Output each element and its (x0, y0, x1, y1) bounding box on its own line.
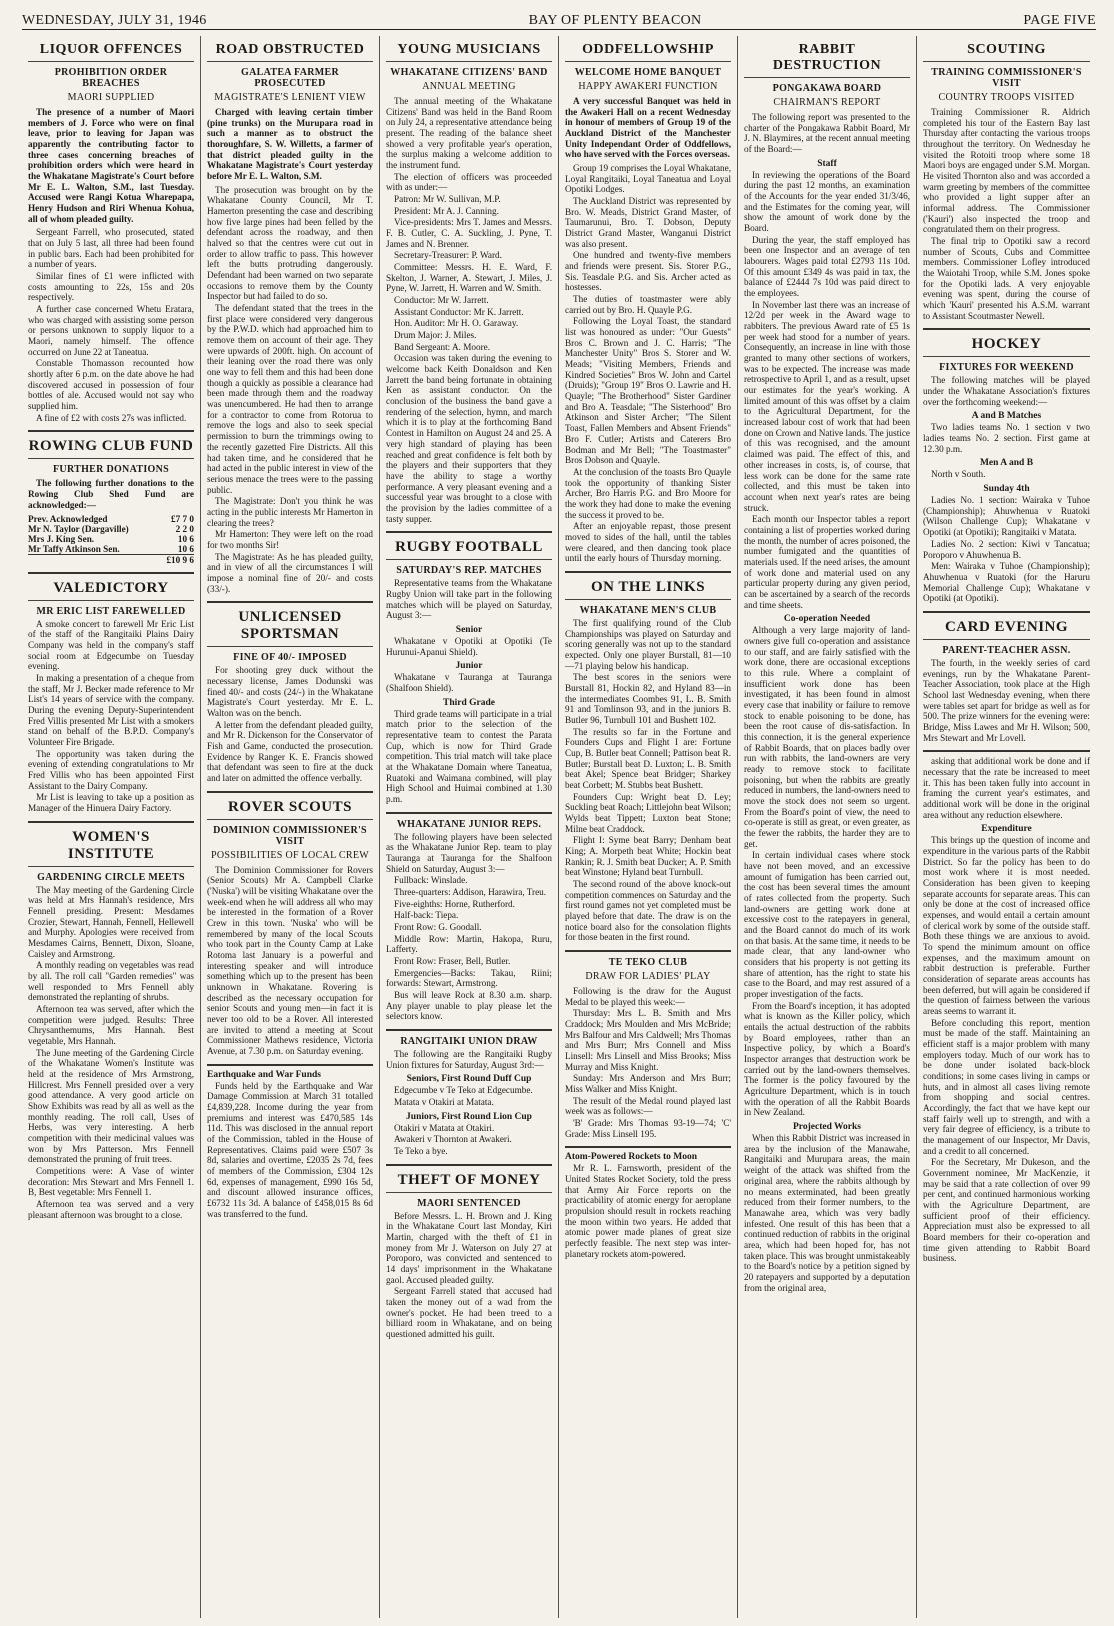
subheadline: WHAKATANE MEN'S CLUB (579, 604, 717, 616)
section-heading: Junior (455, 661, 483, 672)
paragraph: Half-back: Tiepa. (394, 910, 459, 921)
article-rowing-club-fund (28, 438, 194, 564)
paragraph: North v South. (931, 469, 986, 480)
headline: ON THE LINKS (565, 579, 731, 600)
paragraph: Assistant Conductor: Mr K. Jarrett. (394, 306, 524, 317)
paragraph: Similar fines of £1 were inflicted with costs amounting to 22s, 15s and 20s respectively. (28, 271, 194, 303)
donation-total: £10 9 6 (158, 554, 194, 565)
paragraph: Thursday: Mrs L. B. Smith and Mrs Craddock; Mrs Moulden and Mrs McBride; Mrs Balfour and Mrs Caldwell; Mrs Thomas and Mrs Burr; Mrs Connell and Miss Linsell: Mrs Linsell and Miss Brooks; Miss Murray and Miss Knight. (565, 1008, 731, 1072)
paragraph: For the Secretary, Mr Dukeson, and the Government nominee, Mr MacKenzie, it may be said that a rate collection of over 99 per cent, and continued harmonious working with the Agriculture Department, are sufficient proof of their efficiency. Appreciation must also be expressed to all Board members for their co-operation and time given attending to Rabbit Board business. (923, 1157, 1090, 1264)
article-oddfellowship (565, 42, 731, 564)
paragraph: This brings up the question of income and expenditure in the various parts of the Rabbit District. So far the policy has been to do most work where it is most needed. Consideration has been given to keeping separate accounts for separate areas. This can only be done at the cost of increased office expenses, and would entail a certain amount of clerical work by some of the outside staff. Both these things we are anxious to avoid. To spend the minimum amount on office expenses, and the maximum amount on rabbit destruction is preferable. Further consideration of separate areas accounts has been deferred, but will again be considered if the question of fairness between the various areas seems to warrant it. (923, 835, 1090, 1017)
headline: WOMEN'S INSTITUTE (28, 829, 194, 867)
article-rover-scouts (207, 799, 373, 1057)
headline: ROVER SCOUTS (207, 799, 373, 820)
headline: Earthquake and War Funds (207, 1069, 321, 1080)
paragraph: Ladies No. 1 section: Wairaka v Tuhoe (Championship); Ahuwhenua v Ruatoki (Wilson Challenge Cup); Whakatane v Opotiki (at Opotiki); Rangitaiki v Matata. (923, 495, 1090, 538)
paragraph: The May meeting of the Gardening Circle was held at Mrs Hannah's residence, Mrs Fennell presiding. Present: Mesdames Crozier, Stewart, Hannah, Fennell, Hellewell and Murphy. Apologies were received from Mesdames Cairns, Bennett, Dixon, Sloane, Caisley and Armstrong. (28, 884, 194, 959)
paragraph: The first qualifying round of the Club Championships was played on Saturday and scoring generally was not up to the standard expected. Only one player Burstall, 81—10—71 playing below his handicap. (565, 617, 731, 671)
donor-name: Mr Taffy Atkinson Sen. (28, 543, 120, 554)
section-heading: Men A and B (979, 458, 1034, 469)
table-row (28, 524, 194, 534)
paragraph: Emergencies—Backs: Takau, Riini; forwards: Stewart, Armstrong. (386, 967, 552, 989)
headline: ROAD OBSTRUCTED (207, 42, 373, 62)
paragraph: The following players have been selected as the Whakatane Junior Rep. team to play Tauranga at Tauranga for the Shalfoon Shield on Saturday, August 3:— (386, 831, 552, 874)
masthead-date: WEDNESDAY, JULY 31, 1946 (22, 13, 207, 28)
headline: HOCKEY (923, 336, 1090, 357)
paragraph: The June meeting of the Gardening Circle of the Whakatane Women's Institute was held at the residence of Mrs Armstrong, Hillcrest. Mrs Fennell presided over a very good attendance. A very good article on Show Exhibits was read by all as well as the monthly reading. The roll call, Uses of Herbs, was very interesting. A herb competition with their medicinal values was won by Mrs Patterson. Mrs Fennell demonstrated the pruning of fruit trees. (28, 1047, 194, 1165)
paragraph: A further case concerned Whetu Eratara, who was charged with assisting some person or persons unknown to supply liquor to a Maori, namely himself. The offence occurred on June 22 at Taneatua. (28, 304, 194, 357)
paragraph: Hon. Auditor: Mr H. O. Garaway. (394, 318, 519, 329)
headline: LIQUOR OFFENCES (28, 42, 194, 62)
divider (386, 1164, 552, 1166)
subheadline: COUNTRY TROOPS VISITED (938, 92, 1075, 103)
column-6 (917, 36, 1096, 1618)
subheadline: ANNUAL MEETING (422, 81, 516, 92)
paragraph: Men: Wairaka v Tuhoe (Championship); Ahuwhenua v Ruatoki (for the Haruru Memorial Challenge Cup); Whakatane v Opotiki (at Opotiki). (923, 561, 1090, 604)
paragraph: Three-quarters: Addison, Harawira, Treu. (394, 886, 547, 897)
subheadline: WELCOME HOME BANQUET (574, 67, 722, 78)
paragraph: The Magistrate: Don't you think he was acting in the public interests Mr Hamerton in clearing the trees? (207, 496, 373, 528)
subheadline: DRAW FOR LADIES' PLAY (585, 971, 711, 983)
divider (386, 531, 552, 533)
paragraph: Representative teams from the Whakatane Rugby Union will take part in the following matches which will be played on Saturday, August 3:— (386, 578, 552, 621)
paragraph: Two ladies teams No. 1 section v two ladies teams No. 2 section. First game at 12.30 p.m. (923, 422, 1090, 454)
subheadline: DOMINION COMMISSIONER'S VISIT (213, 824, 367, 847)
paragraph: Whakatane v Opotiki at Opotiki (Te Hurunui-Apanui Shield). (386, 635, 552, 657)
section-heading: Staff (817, 158, 837, 169)
paragraph: The Magistrate: As he has pleaded guilty, and in view of all the circumstances I will impose a nominal fine of 20/- and costs (33/-). (207, 551, 373, 594)
table-row (28, 534, 194, 544)
headline: VALEDICTORY (28, 580, 194, 601)
paragraph: Funds held by the Earthquake and War Damage Commission at March 31 totalled £4,839,228. Income during the year from premiums and interest was £470,585 14s 11d. This was disclosed in the annual report of the Commission, tabled in the House of Representatives. Claims paid were £507 3s 8d, salaries and overtime, £2035 2s 7d, fees of members of the Commission, £304 12s 6d, expenses of management, £990 16s 5d, and discount allowed insurance offices, £6732 11s 3d. A balance of £458,015 8s 6d was transferred to the fund. (207, 1080, 373, 1219)
paragraph: Competitions were: A Vase of winter decoration: Mrs Stewart and Mrs Fennell 1. B, Best vegetable: Mrs Fennell 1. (28, 1166, 194, 1198)
paragraph: At the conclusion of the toasts Bro Quayle took the opportunity of thanking Sister Archer, Bro Harris P.G. and Bro Moore for the work they had done to make the evening the success it proved to be. (565, 466, 731, 520)
headline: TE TEKO CLUB (608, 957, 688, 969)
article-scouting (923, 42, 1090, 321)
subheadline: FINE OF 40/- IMPOSED (233, 652, 347, 664)
paragraph: The duties of toastmaster were ably carried out by Bro. H. Quayle P.G. (565, 294, 731, 315)
paragraph: Whakatane v Tauranga at Tauranga (Shalfoon Shield). (386, 672, 552, 693)
divider (565, 1146, 731, 1148)
paragraph: The results so far in the Fortune and Founders Cups and Flight I are: Fortune Cup, B. Butler beat Connell; Pattison beat R. Butler; Burstall beat D. Luxton; L. B. Smith beat Akel; Spence beat Bridger; Sharkey beat Corbett; M. Stubbs beat Bushett. (565, 726, 731, 790)
paragraph: One hundred and twenty-five members and friends were present. Sis. Storer P.G., Sis. Teasdale P.G. and Sis. Archer acted as hostesses. (565, 250, 731, 293)
donation-amount: 10 6 (177, 543, 194, 554)
column-1 (22, 36, 201, 1618)
paragraph: Edgecumbe v Te Teko at Edgecumbe. (394, 1085, 533, 1096)
donation-amount: 2 2 0 (175, 523, 194, 534)
paragraph: The following matches will be played under the Whakatane Association's fixtures over the forthcoming weekend:— (923, 375, 1090, 407)
divider (28, 821, 194, 823)
subheadline: PARENT-TEACHER ASSN. (942, 644, 1071, 656)
donor-name: Mrs J. King Sen. (28, 533, 95, 544)
paragraph: In November last there was an increase of 12/2d per week in the Award wage to rabbiters. The previous Award rate of £5 1s per week had stood for a number of years. Consequently, an increase in line with those granted to many other sections of workers, was to be expected. The increase was made retrospective to April 1, and as a result, upset our estimates for the year's working. A limited amount of this was offset by a claim to the Agricultural Department, for the increased labour cost of work that had been done on Crown and Native lands. The justice of this was recognised, and the amount claimed was paid. The effect of this, and other increases in costs, is, of course, that less work can be done for the same rate collected, and this must be taken into account when next year's rates are being struck. (744, 299, 910, 513)
masthead-title: BAY OF PLENTY BEACON (528, 13, 702, 28)
column-2 (201, 36, 380, 1618)
paragraph: The second round of the above knock-out competition commences on Saturday and the first round games not yet completed must be played before that date. The draw is on the notice board also for the consolation flights for those beaten in the first round. (565, 879, 731, 943)
subheadline: SATURDAY'S REP. MATCHES (396, 565, 542, 577)
paragraph: Vice-presidents: Mrs T. James and Messrs. F. B. Cutler, C. A. Suckling, J. Pyne, T. James and N. Brenner. (386, 217, 552, 249)
headline: ROWING CLUB FUND (28, 438, 194, 459)
paragraph: Before concluding this report, mention must be made of the staff. Maintaining an efficient staff is a major problem with many employers today. Much of our work has to be done under isolated back-block conditions; in some cases living in camps or huts, and in almost all cases living remote from shopping and social centres. Accordingly, the fact that we have kept our staff fairly well up to strength, and with a very fair degree of efficiency, is a tribute to the management of our Inspector, Mr Davis, and a credit to all concerned. (923, 1017, 1090, 1156)
subheadline: GARDENING CIRCLE MEETS (37, 871, 185, 883)
article-rugby-football (386, 539, 552, 804)
paragraph: Constable Thomasson recounted how shortly after 6 p.m. on the date above he had discovered accused in possession of four bottles of ale. Accused would not say who supplied him. (28, 358, 194, 412)
paragraph: Flight I: Syme beat Barry; Denham beat King; A. Morpeth beat White; Hockin beat Rankin; R. J. Smith beat Ducker; A. P. Smith beat Winstone; Hyland beat Turnbull. (565, 835, 731, 878)
paragraph: The Auckland District was represented by Bro. W. Meads, District Grand Master, of Taumarunui, Bro. T. Dobson, Deputy District Grand Master, Wanganui District was also present. (565, 196, 731, 249)
headline: CARD EVENING (923, 619, 1090, 640)
paragraph: During the year, the staff employed has been one Inspector and an average of ten labourers. Wages paid total £2793 11s 10d. Of this amount £349 4s was paid in tax, the balance of £2444 7s 10d was paid direct to the employees. (744, 234, 910, 299)
section-heading: A and B Matches (971, 411, 1042, 422)
article-theft-of-money (386, 1172, 552, 1340)
divider (207, 791, 373, 793)
subheadline: PONGAKAWA BOARD (772, 83, 882, 94)
article-earthquake-war-funds (207, 1070, 373, 1220)
paragraph: After an enjoyable repast, those present moved to sides of the hall, until the tables were cleared, and then dancing took place until the early hours of Thursday morning. (565, 521, 731, 564)
paragraph: Mr List is leaving to take up a position as Manager of the Hinuera Dairy Factory. (28, 792, 194, 813)
paragraph: Training Commissioner R. Aldrich completed his tour of the Eastern Bay last Thursday after contacting the various troops throughout the territory. On Wednesday he visited the Rotoiti troop where some 18 Maori boys are engaged under S.M. Morgan. He visited Thornton also and was accorded a warm greeting by members of the committee who provided a light supper after an informal address. The Commissioner ('Kauri') also inspected the troop and congratulated them on their progress. (923, 107, 1090, 235)
divider (923, 328, 1090, 330)
subheadline: WHAKATANE CITIZENS' BAND (390, 67, 548, 78)
article-junior-reps (386, 819, 552, 1022)
column-4 (559, 36, 738, 1618)
subheadline: TRAINING COMMISSIONER'S VISIT (931, 67, 1082, 89)
table-row (28, 514, 194, 524)
paragraph: Secretary-Treasurer: P. Ward. (394, 250, 502, 261)
paragraph: Middle Row: Martin, Hakopa, Ruru, Lafferty. (386, 933, 552, 955)
article-card-evening (923, 619, 1090, 743)
paragraph: For shooting grey duck without the necessary license, James Dodunski was fined 40/- and costs (24/-) in the Whakatane Magistrate's Court yesterday. Mr E. L. Walton was on the bench. (207, 665, 373, 718)
paragraph: Conductor: Mr W. Jarrett. (394, 295, 489, 306)
divider (565, 950, 731, 952)
paragraph: A fine of £2 with costs 27s was inflicted. (36, 412, 187, 423)
paragraph: Although a very large majority of land-owners give full co-operation and assistance to our staff, and are fairly satisfied with the work done, there are occasional exceptions to this rule. Where a complaint of insufficient work done has been investigated, it has been found in almost every case that inability or failure to remove stock to enable poisoning to be done, has been the root cause of dis-satisfaction. In this connection, it is the general experience of Rabbit Boards, that on places badly over run with rabbits, the land-owners are very ready to remove stock to facilitate poisoning, but when the rabbits are greatly reduced in numbers, the land-owners need to move the stock does not seem so urgent. From the Board's point of view, the need to co-operate is still as great, or even greater, as the fewer the rabbits, the harder they are to get. (744, 625, 910, 849)
paragraph: 'B' Grade: Mrs Thomas 93-19—74; 'C' Grade: Miss Linsell 195. (565, 1118, 731, 1139)
paragraph: The Dominion Commissioner for Rovers (Senior Scouts) Mr A. Campbell Clarke ('Nuska') will be visiting Whakatane over the week-end when he will address all who may be interested in the formation of a Rover Crew in this town. 'Nuska' who will be remembered by many of the local Scouts who took part in the County Camp at Lake Rotoma last January is a powerful and interesting speaker and will introduce something which up to the present has been unknown in Whakatane. Rovering is described as the necessary occupation for senior Scouts and young men—in fact it is never too old to be a Rover. All interested are invited to attend a meeting at Scout Commissioner Mathews residence, Victoria Avenue, at 7.30 p.m. on Saturday evening. (207, 864, 373, 1057)
divider (565, 571, 731, 573)
divider (207, 1064, 373, 1066)
section-heading: Expenditure (981, 824, 1032, 835)
paragraph: Afternoon tea was served, after which the competition were judged. Results: Three Chrysanthemums, Mrs Hannah. Best vegetable, Mrs Hannah. (28, 1003, 194, 1046)
article-hockey (923, 336, 1090, 603)
paragraph: A smoke concert to farewell Mr Eric List of the staff of the Rangitaiki Plains Dairy Company was held in the company's staff social room at Edgecumbe on Tuesday evening. (28, 618, 194, 672)
subheadline: POSSIBILITIES OF LOCAL CREW (210, 849, 369, 861)
article-rabbit-destruction-continued (923, 756, 1090, 1264)
paragraph: Patron: Mr W. Sullivan, M.P. (394, 194, 501, 205)
paragraph: Te Teko a bye. (394, 1146, 448, 1157)
paragraph: The result of the Medal round played last week was as follows:— (565, 1095, 731, 1117)
paragraph: Front Row: G. Goodall. (394, 922, 482, 932)
paragraph: The final trip to Opotiki saw a record number of Scouts, Cubs and Committee members. Commissioner Lofley introduced the Waiotahi Troop, while S.M. Jones spoke for the Opotiki lads. A very enjoyable evening was spent, during the course of which 'Kauri' presented his A.S.M. warrant to Assistant Scoutmaster Newell. (923, 236, 1090, 321)
divider (28, 572, 194, 574)
lead-paragraph: A very successful Banquet was held in the Awakeri Hall on a recent Wednesday in honour of members of Group 19 of the Auckland District of the Manchester Unity Independant Order of Oddfellows, who have served with the Forces overseas. (565, 96, 731, 160)
paragraph: The defendant stated that the trees in the first place were considered very dangerous by the P.W.D. which had approached him to remove them on account of their age. They were upwards of 200ft. high. On account of their leaning over the road there was only one way to fell them and this had been done though a quickly as possible a clearance had been made through them and the roadway was unencumbered. He had then to arrange for a contractor to come from Rotorua to remove the logs and also to seek special permission to burn the trimmings owing to the recently gazetted Fire Districts. All this had taken time, and he considered that he had acted in the public interest in view of the serious menace the trees were to the passing public. (207, 303, 373, 495)
paragraph: When this Rabbit District was increased in area by the inclusion of the Manawahe, Rangitaiki and Murupara areas, the main weight of the attack was shifted from the original area, where the rabbits although by no means exterminated, had been greatly reduced from their former numbers, to the Manawahe area, which was very badly infested. One result of this has been that a continued reduction of rabbits in the original area, which had been hoped for, has not taken place. This was brought unmistakeably to the Board's notice by a petition signed by 20 ratepayers and supported by a deputation from the original area, (744, 1133, 910, 1293)
masthead-page: PAGE FIVE (1023, 13, 1096, 28)
table-row (28, 544, 194, 555)
section-heading: Senior (455, 624, 483, 635)
headline: RANGITAIKI UNION DRAW (400, 1036, 538, 1048)
section-heading: Sunday 4th (983, 484, 1030, 495)
paragraph: The opportunity was taken during the evening of extending congratulations to Mr Fred Villis who has been appointed First Assistant to the Dairy Company. (28, 748, 194, 791)
paragraph: The following are the Rangitaiki Rugby Union fixtures for Saturday, August 3rd:— (386, 1049, 552, 1070)
headline: WHAKATANE JUNIOR REPS. (396, 818, 542, 830)
paragraph: Following the Loyal Toast, the standard list was honoured as under: "Our Guests" Bros C. Brown and J. C. Harris; "The Manchester Unity" Bros S. Storer and W. Meads; "Visiting Members, Friends and Kindred Societies" Bros W. John and Cartel (Druids); "Group 19" Bros O. Lawrie and H. Quayle; "The Brotherhood" Sister Gardiner and Bro A. Teasdale; "The Sisterhood" Bro Atkinson and Sister Archer; "The Silent Toast, Fallen Members and Absent Friends" Bro F. Cutler; Artists and Caterers Bro Bodman and Mr Bell; "The Toastmaster" Bros Dobson and Quayle. (565, 316, 731, 466)
divider (923, 611, 1090, 613)
article-young-musicians (386, 42, 552, 524)
subheadline: FURTHER DONATIONS (53, 464, 169, 476)
paragraph: A monthly reading on vegetables was read by all. The roll call "Garden remedies" was well responded to Mrs Fennell ably demonstrated the replanting of shrubs. (28, 960, 194, 1003)
paragraph: Band Sergeant: A. Moore. (394, 341, 491, 352)
masthead (22, 8, 1096, 30)
paragraph: Afternoon tea was served and a very pleasant afternoon was brought to a close. (28, 1199, 194, 1220)
column-5 (738, 36, 917, 1618)
headline: RUGBY FOOTBALL (386, 539, 552, 560)
headline: Atom-Powered Rockets to Moon (565, 1152, 698, 1163)
lead-paragraph: Charged with leaving certain timber (pine trunks) on the Murupara road in such a manner as to obstruct the thoroughfare, S. W. Willetts, a farmer of that district pleaded guilty in the Whakatane Magistrate's Court yesterday before Mr E. L. Walton, S.M. (207, 107, 373, 182)
paragraph: asking that additional work be done and if necessary that the rate be increased to meet it. This has been taken fully into account in framing the current year's estimates, and additional work will be done in the original area without any reduction elsewhere. (923, 756, 1090, 820)
subheadline: CHAIRMAN'S REPORT (773, 97, 881, 108)
paragraph: In reviewing the operations of the Board during the past 12 months, an examination of the Accounts for the year ended 31/3/46, and the Estimates for the coming year, will show the amount of work done by the Board. (744, 169, 910, 234)
divider (923, 750, 1090, 752)
paragraph: Sergeant Farrell, who prosecuted, stated that on July 5 last, all three had been found in public bars. Each had been prohibited for a number of years. (28, 227, 194, 270)
paragraph: The annual meeting of the Whakatane Citizens' Band was held in the Band Room on July 24, a representative attendance being present. The reading of the balance sheet showed a very profitable year's operation, the surplus making a welcome addition to the instrument fund. (386, 96, 552, 171)
paragraph: President: Mr A. J. Canning. (394, 205, 499, 216)
paragraph: Sergeant Farrell stated that accused had taken the money out of a wad from the owner's pocket. He had been treed to a billiard room in Whakatane, and on being questioned admitted his guilt. (386, 1286, 552, 1340)
headline: ODDFELLOWSHIP (565, 42, 731, 62)
subheadline: MAORI SENTENCED (417, 1197, 521, 1209)
paragraph: Drum Major: J. Miles. (394, 330, 477, 341)
newspaper-page (22, 36, 1096, 1618)
section-heading: Seniors, First Round Duff Cup (406, 1074, 532, 1085)
paragraph: Third grade teams will participate in a trial match prior to the selection of the representative team to contest the Parata Cup, which is now for Third Grade competition. This trial match will take place at the Whakatane Domain where Taneatua, Ruatoki and Waimana combined, will play High School and Huimai combined at 1.30 p.m. (386, 708, 552, 804)
article-te-teko-club (565, 957, 731, 1139)
section-heading: Third Grade (443, 697, 495, 708)
paragraph: Ladies No. 2 section: Kiwi v Tancatua; Poroporo v Ahuwhenua B. (923, 538, 1090, 560)
article-atom-rockets (565, 1152, 731, 1259)
divider (386, 1029, 552, 1031)
subheadline: PROHIBITION ORDER BREACHES (54, 67, 168, 89)
article-rangitaiki-draw (386, 1036, 552, 1157)
paragraph: The best scores in the seniors were Burstall 81, Hockin 82, and Hyland 83—in the intermediates Coombes 91, L. B. Smith 91 and Tomlinson 93, and in the juniors B. Butler 96, Turnbull 101 and Bushett 102. (565, 672, 731, 725)
donations-table (28, 514, 194, 565)
paragraph: Committee: Messrs. H. E. Ward, F. Skelton, J. Warner, A. Stewart, J. Miles, J. Pyne, W. Jarrett, H. Warren and W. Smith. (386, 262, 552, 294)
headline: THEFT OF MONEY (386, 1172, 552, 1193)
subheadline: MAGISTRATE'S LENIENT VIEW (214, 92, 366, 103)
column-3 (380, 36, 559, 1618)
subheadline: FIXTURES FOR WEEKEND (939, 362, 1074, 374)
article-womens-institute (28, 829, 194, 1221)
paragraph: Before Messrs. L. H. Brown and J. King in the Whakatane Court last Monday, Kiri Martin, charged with the theft of £1 in money from Mr J. Waterson on July 27 at Poroporo, was convicted and sentenced to 14 days' imprisonment in the Whakatane gaol. Accused pleaded guilty. (386, 1210, 552, 1285)
paragraph: The fourth, in the weekly series of card evenings, run by the Whakatane Parent-Teacher Association, took place at the High School last Wednesday evening, when there were tables set apart for bridge as well as for 500. The prize winners for the evening were: Bridge, Miss Lawes and Mr H. Wilson; 500, Mrs Stewart and Mr Lovell. (923, 657, 1090, 743)
divider (28, 430, 194, 432)
paragraph: Five-eighths: Horne, Rutherford. (394, 898, 515, 909)
headline: RABBIT DESTRUCTION (744, 42, 910, 78)
paragraph: Otakiri v Matata at Otakiri. (394, 1122, 495, 1133)
donor-name: Mr N. Taylor (Dargaville) (28, 523, 129, 534)
article-on-the-links (565, 579, 731, 943)
lead-paragraph: The following further donations to the Rowing Club Shed Fund are acknowledged:— (28, 478, 194, 510)
article-valedictory (28, 580, 194, 814)
lead-paragraph: The presence of a number of Maori members of J. Force who were on final leave, prior to leaving for Japan was apparently the contributing factor to three cases concerning breaches of prohibition orders which were heard in the Whakatane Magistrate's Court before Mr E. L. Walton, S.M., last Tuesday. Accused were Rangi Kotua Wharepapa, Henry Hudson and Riri Whenua Kohua, all of whom pleaded guilty. (28, 107, 194, 224)
subheadline: MAORI SUPPLIED (67, 92, 155, 103)
paragraph: Sunday: Mrs Anderson and Mrs Burr; Miss Walker and Miss Knight. (565, 1073, 731, 1095)
section-heading: Juniors, First Round Lion Cup (406, 1111, 532, 1122)
paragraph: From the Board's inception, it has adopted what is known as the Killer policy, which entails the actual destruction of the rabbits by Board employees, rather than an Inspective policy, by which a Board's Inspector arranges that destruction work be carried out by the land-owners themselves. The former is the policy favoured by the Agriculture Department, which is in touch with the operation of all the Rabbit Boards in New Zealand. (744, 1000, 910, 1118)
headline: UNLICENSED SPORTSMAN (207, 609, 373, 647)
article-rabbit-destruction (744, 42, 910, 1293)
subheadline: HAPPY AWAKERI FUNCTION (578, 81, 718, 92)
donation-amount: 10 6 (177, 533, 194, 544)
paragraph: Bus will leave Rock at 8.30 a.m. sharp. Any player unable to play please let the selectors know. (386, 990, 552, 1022)
article-liquor-offences (28, 42, 194, 423)
paragraph: Mr Hamerton: They were left on the road for two months Sir! (207, 529, 373, 550)
paragraph: The following report was presented to the charter of the Pongakawa Rabbit Board, Mr J. N. Blaymires, at the recent annual meeting of the Board:— (744, 112, 910, 155)
paragraph: Each month our Inspector tables a report containing a list of properties worked during the month, the number of acres poisoned, the number fumigated and the quantities of materials used. If the need arises, the amount of work done and material used on any particular property during any given period, can be ascertained by a search of the records and time sheets. (744, 514, 910, 610)
paragraph: Group 19 comprises the Loyal Whakatane, Loyal Rangitaiki, Loyal Taneatua and Loyal Opotiki Lodges. (565, 163, 731, 195)
paragraph: Following is the draw for the August Medal to be played this week:— (565, 986, 731, 1007)
paragraph: Awakeri v Thornton at Awakeri. (394, 1134, 512, 1145)
divider (386, 812, 552, 814)
paragraph: Founders Cup: Wright beat D. Ley; Suckling beat Roach; Littlejohn beat Wilson; Wylds beat Tippett; Luxton beat Stone; Milne beat Craddock. (565, 791, 731, 834)
paragraph: The prosecution was brought on by the Whakatane County Council, Mr T. Hamerton presenting the case and describing how five large pines had been felled by the defendant across the roadway, and then halved so that the centres were cut out in order to allow traffic to pass. This however left the butts protruding dangerously. Defendant had been warned on two separate occasions to remove them by the County Inspector but had failed to do so. (207, 184, 373, 302)
paragraph: In making a presentation of a cheque from the staff, Mr J. Becker made reference to Mr List's 14 years of service with the company. During the evening Deputy-Superintendent Fred Villis presented Mr List with a smokers stand on behalf of the B.P.D. Company's Volunteer Fire Brigade. (28, 672, 194, 747)
paragraph: Matata v Otakiri at Matata. (394, 1097, 494, 1108)
paragraph: Front Row: Fraser, Bell, Butler. (394, 956, 511, 967)
section-heading: Co-operation Needed (783, 614, 871, 625)
total-row (28, 554, 194, 565)
section-heading: Projected Works (793, 1122, 861, 1133)
article-unlicensed-sportsman (207, 609, 373, 783)
divider (207, 601, 373, 603)
subheadline: GALATEA FARMER PROSECUTED (241, 67, 339, 89)
paragraph: Mr R. L. Farnsworth, president of the United States Rocket Society, told the press that Army Air Force reports on the practicability of atomic energy for aeroplane propulsion should result in rockets reaching the moon within two years. He added that atomic power made planes of great size perfectly feasible. The next step was inter-planetary rockets atom-powered. (565, 1163, 731, 1259)
subheadline: MR ERIC LIST FAREWELLED (36, 605, 186, 617)
paragraph: Occasion was taken during the evening to welcome back Keith Donaldson and Ken Jarrett the band being fortunate in obtaining Ken as assistant conductor. On the conclusion of the business the band gave a rendering of the selection, hymn, and march which it is to play at the forthcoming Band Contest in Hamilton on August 24 and 25. A very high standard of playing has been reached and great confidence is felt both by the players and their supporters that they have the ability to stage a worthy performance. A very pleasant evening and a successful year was brought to a close with the provision by the ladies committee of a tasty supper. (386, 353, 552, 524)
paragraph: In certain individual cases where stock have not been moved, and an excessive amount of fumigation has been carried out, the cost has been several times the amount of rates collected from the property. Such land-owners are getting work done at excessive cost to the ratepayers in general, and the Board cannot do much of its work on that basis. At the same time, it needs to be made clear, that any land-owner who considers that his property is not getting its share of attention, has the right to state his case to the Board, and may rest assured of a proper investigation of the facts. (744, 850, 910, 1000)
paragraph: The election of officers was proceeded with as under:— (386, 171, 552, 193)
headline: YOUNG MUSICIANS (386, 42, 552, 62)
paragraph: Fullback: Winslade. (394, 875, 468, 886)
headline: SCOUTING (923, 42, 1090, 62)
paragraph: A letter from the defendant pleaded guilty, and Mr R. Dickenson for the Conservator of Fish and Game, conducted the prosecution. Evidence by Ranger K. E. Francis showed that defendant was seen to fire at the duck and later on admitted the offence verbally. (207, 719, 373, 783)
donation-amount: £7 7 0 (171, 513, 194, 524)
donor-name: Prev. Acknowledged (28, 513, 108, 524)
article-road-obstructed (207, 42, 373, 594)
